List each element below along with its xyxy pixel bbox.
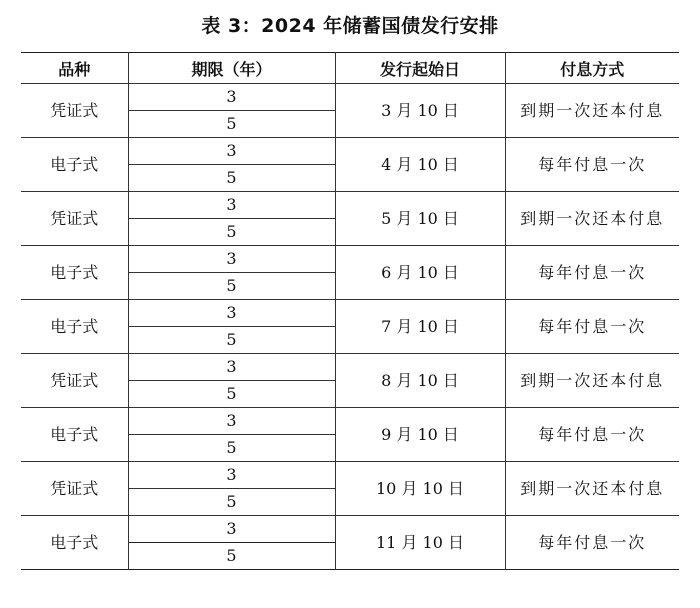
cell-term: 5 (128, 489, 335, 516)
cell-payment-method: 到期一次还本付息 (505, 462, 679, 516)
cell-term: 5 (128, 327, 335, 354)
cell-start-date: 7 月 10 日 (335, 300, 505, 354)
cell-start-date: 5 月 10 日 (335, 192, 505, 246)
table-row (21, 192, 679, 219)
cell-term: 5 (128, 273, 335, 300)
cell-start-date: 9 月 10 日 (335, 408, 505, 462)
cell-type: 凭证式 (21, 84, 128, 138)
table-body (21, 84, 679, 570)
table-row (21, 246, 679, 273)
cell-term: 5 (128, 165, 335, 192)
table-row (21, 516, 679, 543)
cell-payment-method: 到期一次还本付息 (505, 192, 679, 246)
cell-start-date: 8 月 10 日 (335, 354, 505, 408)
cell-start-date: 4 月 10 日 (335, 138, 505, 192)
cell-type: 电子式 (21, 300, 128, 354)
cell-payment-method: 每年付息一次 (505, 516, 679, 570)
cell-payment-method: 每年付息一次 (505, 138, 679, 192)
cell-type: 电子式 (21, 246, 128, 300)
cell-term: 3 (128, 462, 335, 489)
table-row (21, 354, 679, 381)
table-row (21, 138, 679, 165)
cell-term: 3 (128, 246, 335, 273)
table-row (21, 300, 679, 327)
cell-term: 5 (128, 111, 335, 138)
cell-type: 电子式 (21, 516, 128, 570)
cell-start-date: 3 月 10 日 (335, 84, 505, 138)
cell-type: 凭证式 (21, 462, 128, 516)
cell-term: 3 (128, 354, 335, 381)
cell-term: 5 (128, 381, 335, 408)
cell-payment-method: 到期一次还本付息 (505, 354, 679, 408)
cell-term: 5 (128, 543, 335, 570)
cell-term: 5 (128, 219, 335, 246)
cell-type: 凭证式 (21, 354, 128, 408)
table-row (21, 84, 679, 111)
cell-term: 3 (128, 192, 335, 219)
table-row (21, 408, 679, 435)
cell-type: 凭证式 (21, 192, 128, 246)
cell-start-date: 11 月 10 日 (335, 516, 505, 570)
header-start-date: 发行起始日 (335, 53, 505, 84)
cell-start-date: 6 月 10 日 (335, 246, 505, 300)
cell-term: 3 (128, 84, 335, 111)
cell-term: 3 (128, 138, 335, 165)
table-title: 表 3：2024 年储蓄国债发行安排 (201, 15, 499, 37)
cell-payment-method: 到期一次还本付息 (505, 84, 679, 138)
cell-payment-method: 每年付息一次 (505, 246, 679, 300)
bond-schedule-table (21, 52, 679, 570)
header-payment-method: 付息方式 (505, 53, 679, 84)
header-type: 品种 (21, 53, 128, 84)
cell-payment-method: 每年付息一次 (505, 408, 679, 462)
header-term: 期限（年） (128, 53, 335, 84)
header-row (21, 53, 679, 84)
cell-term: 3 (128, 516, 335, 543)
cell-term: 3 (128, 300, 335, 327)
cell-start-date: 10 月 10 日 (335, 462, 505, 516)
cell-type: 电子式 (21, 408, 128, 462)
cell-type: 电子式 (21, 138, 128, 192)
table-row (21, 462, 679, 489)
cell-payment-method: 每年付息一次 (505, 300, 679, 354)
cell-term: 5 (128, 435, 335, 462)
cell-term: 3 (128, 408, 335, 435)
